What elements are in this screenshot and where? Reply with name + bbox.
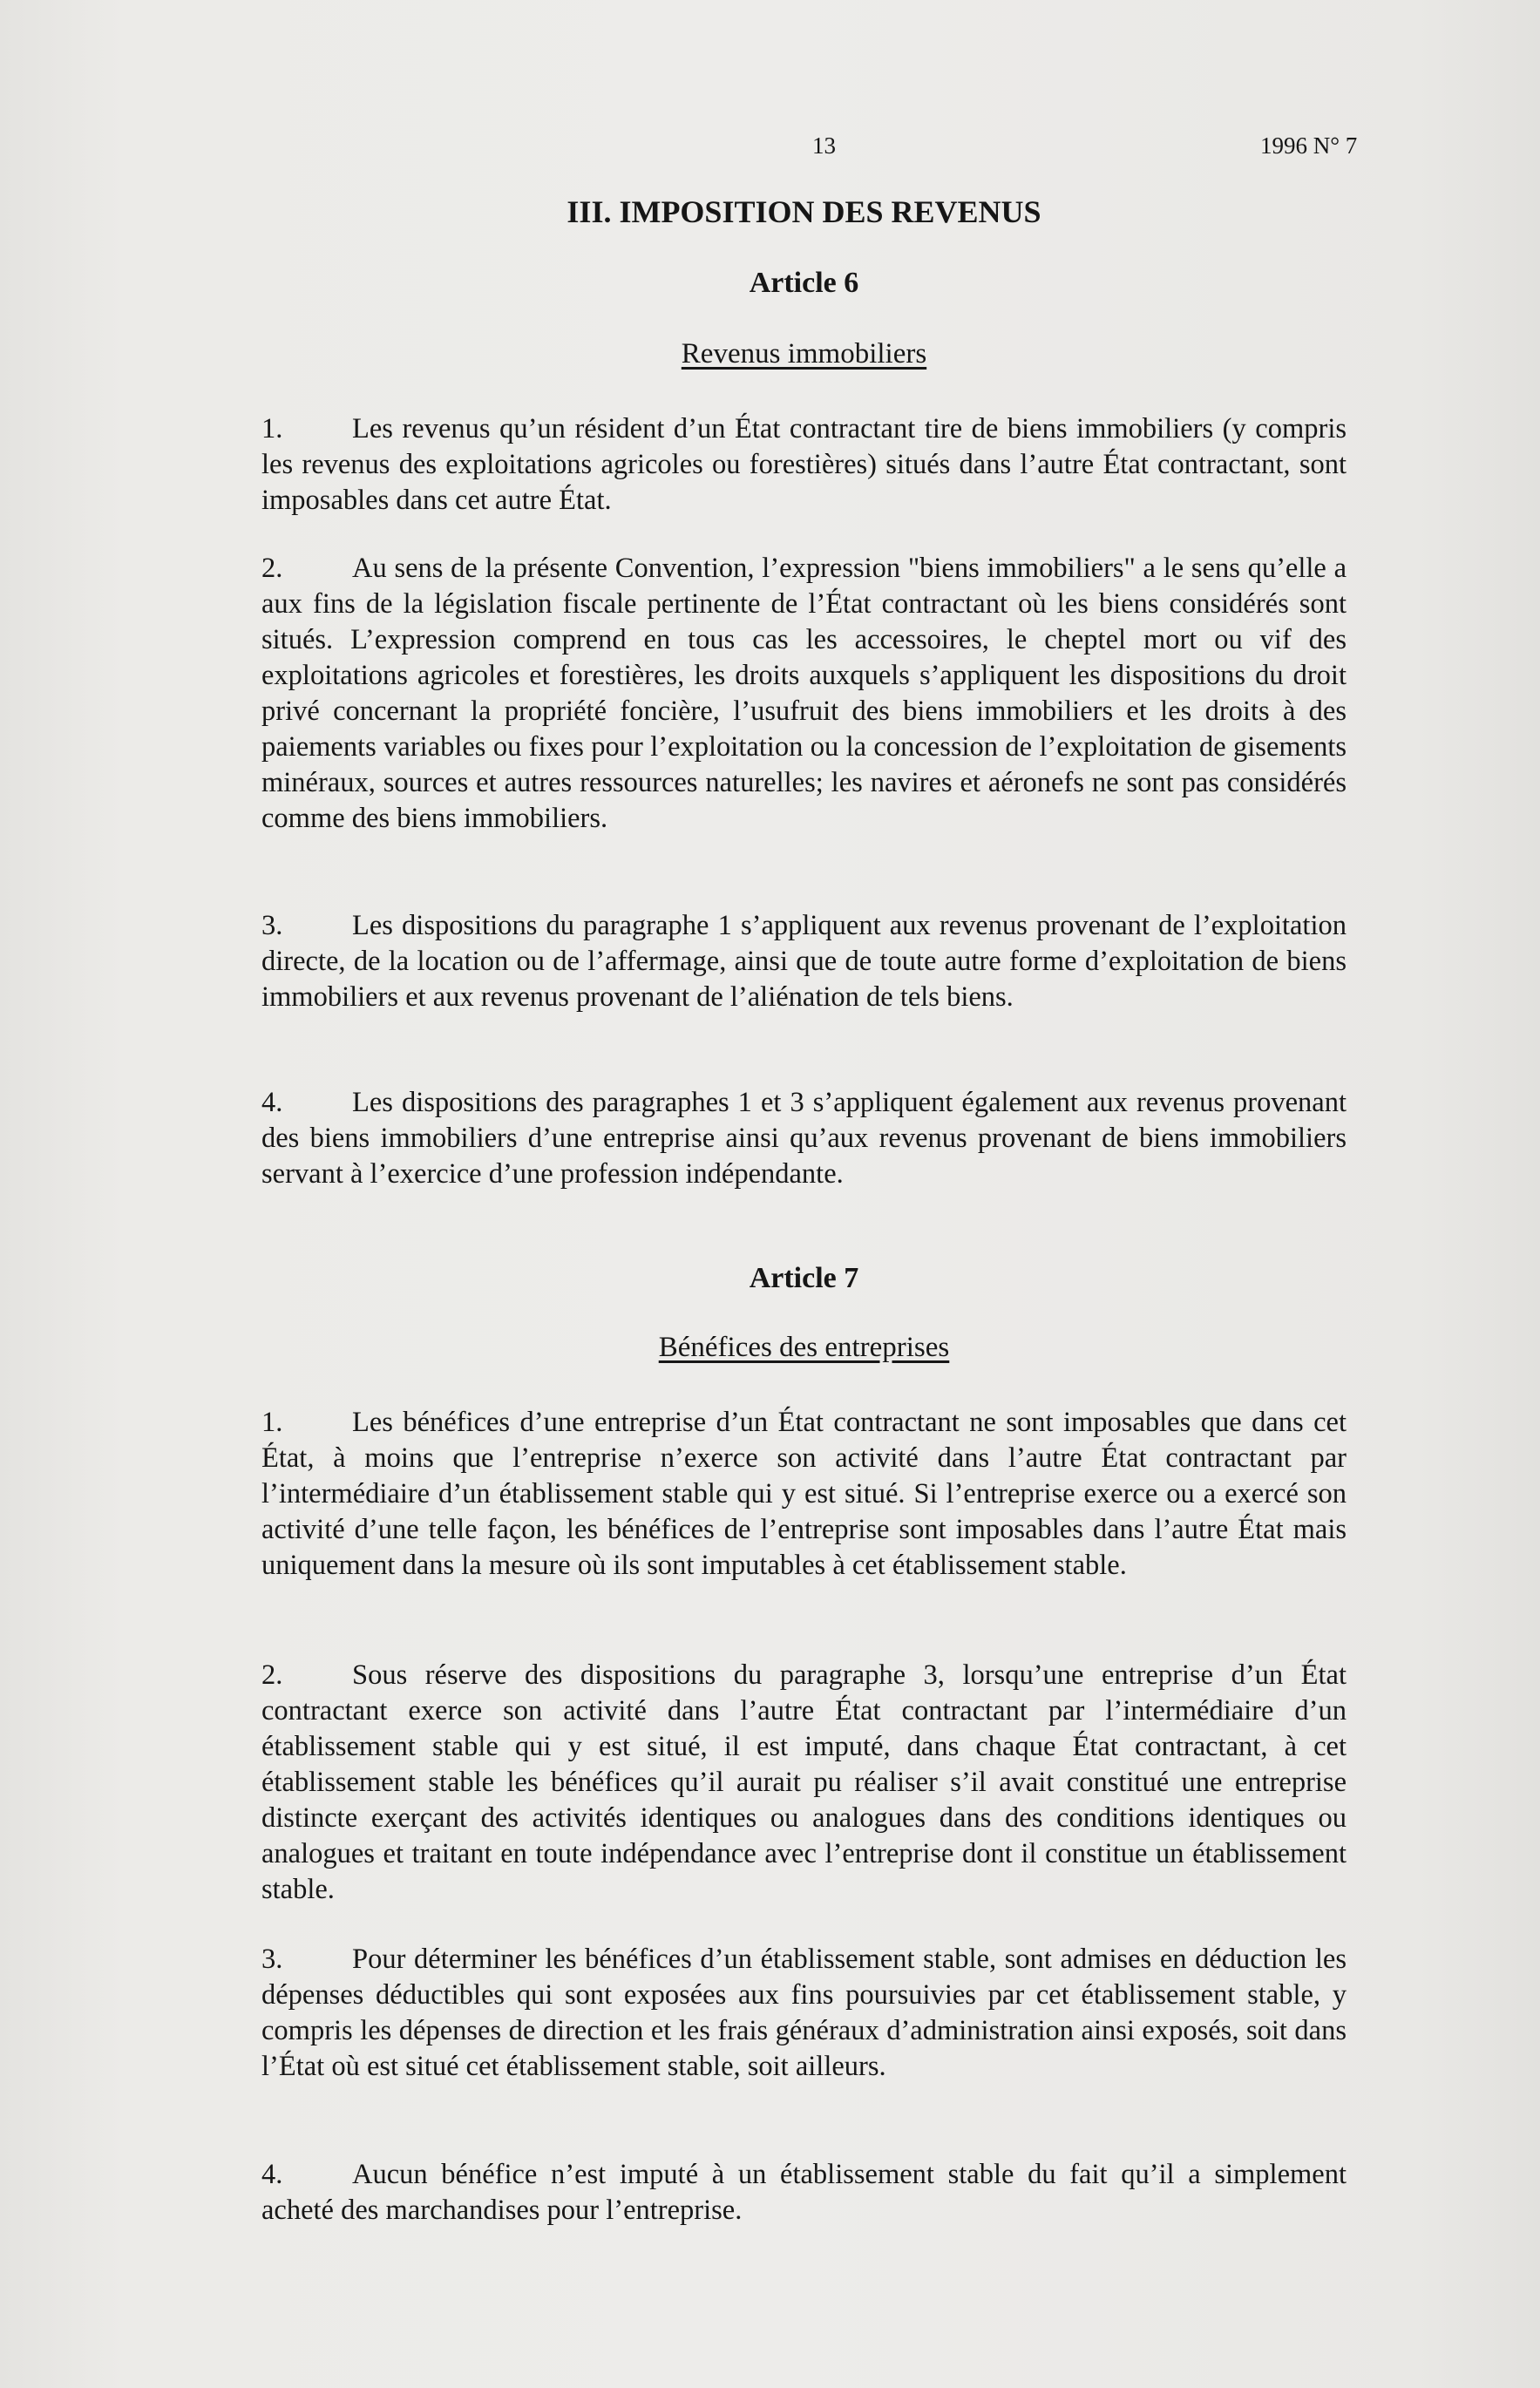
article-7-subtitle: Bénéfices des entreprises xyxy=(658,1332,950,1363)
paragraph-number: 4. xyxy=(261,2159,283,2190)
paragraph-number: 3. xyxy=(261,1944,283,1975)
paragraph-number: 1. xyxy=(261,413,283,444)
paragraph-text: Aucun bénéfice n’est imputé à un établissement stable du fait qu’il a simplement acheté des marchandises pour l’entreprise. xyxy=(261,2159,1347,2226)
article-6-title: Article 6 xyxy=(749,267,859,299)
paragraph-text: Sous réserve des dispositions du paragraphe 3, lorsqu’une entreprise d’un État contractant exerce son activité dans l’autre État contractant par l’intermédiaire d’un établissement stable qui y est situé, il est imputé, dans chaque État contractant, à cet établissement stable les bénéfices qu’il aurait pu réaliser s’il avait constitué une entreprise distincte exerçant des activités identiques ou analogues dans des conditions identiques ou analogues et traitant en toute indépendance avec l’entreprise dont il constitue un établissement stable. xyxy=(261,1659,1347,1905)
paragraph-text: Au sens de la présente Convention, l’expression "biens immobiliers" a le sens qu’elle a aux fins de la législation fiscale pertinente de l’État contractant où les biens considérés sont situés. L’expression comprend en tous cas les accessoires, le cheptel mort ou vif des exploitations agricoles et forestières, les droits auxquels s’appliquent les dispositions du droit privé concernant la propriété foncière, l’usufruit des biens immobiliers et les droits à des paiements variables ou fixes pour l’exploitation ou la concession de l’exploitation de gisements minéraux, sources et autres ressources naturelles; les navires et aéronefs ne sont pas considérés comme des biens immobiliers. xyxy=(261,553,1347,834)
paragraph-number: 2. xyxy=(261,553,283,584)
article-6-paragraph-1 xyxy=(261,411,1347,519)
article-6-subtitle: Revenus immobiliers xyxy=(681,338,927,370)
article-7-title: Article 7 xyxy=(749,1262,859,1294)
paragraph-number: 2. xyxy=(261,1659,283,1691)
paragraph-number: 4. xyxy=(261,1087,283,1118)
article-7-paragraph-1 xyxy=(261,1405,1347,1584)
page-number: 13 xyxy=(812,132,836,159)
paragraph-number: 3. xyxy=(261,910,283,941)
article-6-paragraph-4 xyxy=(261,1085,1347,1192)
paragraph-text: Les dispositions des paragraphes 1 et 3 s’appliquent également aux revenus provenant des biens immobiliers d’une entreprise ainsi qu’aux revenus provenant de biens immobiliers servant à l’exercice d’une profession indépendante. xyxy=(261,1087,1347,1190)
article-7-paragraph-3 xyxy=(261,1942,1347,2085)
article-7-paragraph-2 xyxy=(261,1658,1347,1908)
paragraph-text: Les bénéfices d’une entreprise d’un État contractant ne sont imposables que dans cet État, à moins que l’entreprise n’exerce son activité dans l’autre État contractant par l’intermédiaire d’un établissement stable qui y est situé. Si l’entreprise exerce ou a exercé son activité d’une telle façon, les bénéfices de l’entreprise sont imposables dans l’autre État mais uniquement dans la mesure où ils sont imputables à cet établissement stable. xyxy=(261,1407,1347,1581)
paragraph-text: Les revenus qu’un résident d’un État contractant tire de biens immobiliers (y compris les revenus des exploitations agricoles ou forestières) situés dans l’autre État contractant, sont imposables dans cet autre État. xyxy=(261,413,1347,516)
issue-number: 1996 N° 7 xyxy=(1260,132,1358,159)
paragraph-text: Les dispositions du paragraphe 1 s’appliquent aux revenus provenant de l’exploitation directe, de la location ou de l’affermage, ainsi que de toute autre forme d’exploitation de biens immobiliers et aux revenus provenant de l’aliénation de tels biens. xyxy=(261,910,1347,1013)
article-7-paragraph-4 xyxy=(261,2157,1347,2229)
section-title: III. IMPOSITION DES REVENUS xyxy=(566,194,1041,229)
paragraph-number: 1. xyxy=(261,1407,283,1438)
article-6-paragraph-3 xyxy=(261,908,1347,1015)
article-6-paragraph-2 xyxy=(261,551,1347,837)
paragraph-text: Pour déterminer les bénéfices d’un établissement stable, sont admises en déduction les dépenses déductibles qui sont exposées aux fins poursuivies par cet établissement stable, y compris les dépenses de direction et les frais généraux d’administration ainsi exposés, soit dans l’État où est situé cet établissement stable, soit ailleurs. xyxy=(261,1944,1347,2082)
